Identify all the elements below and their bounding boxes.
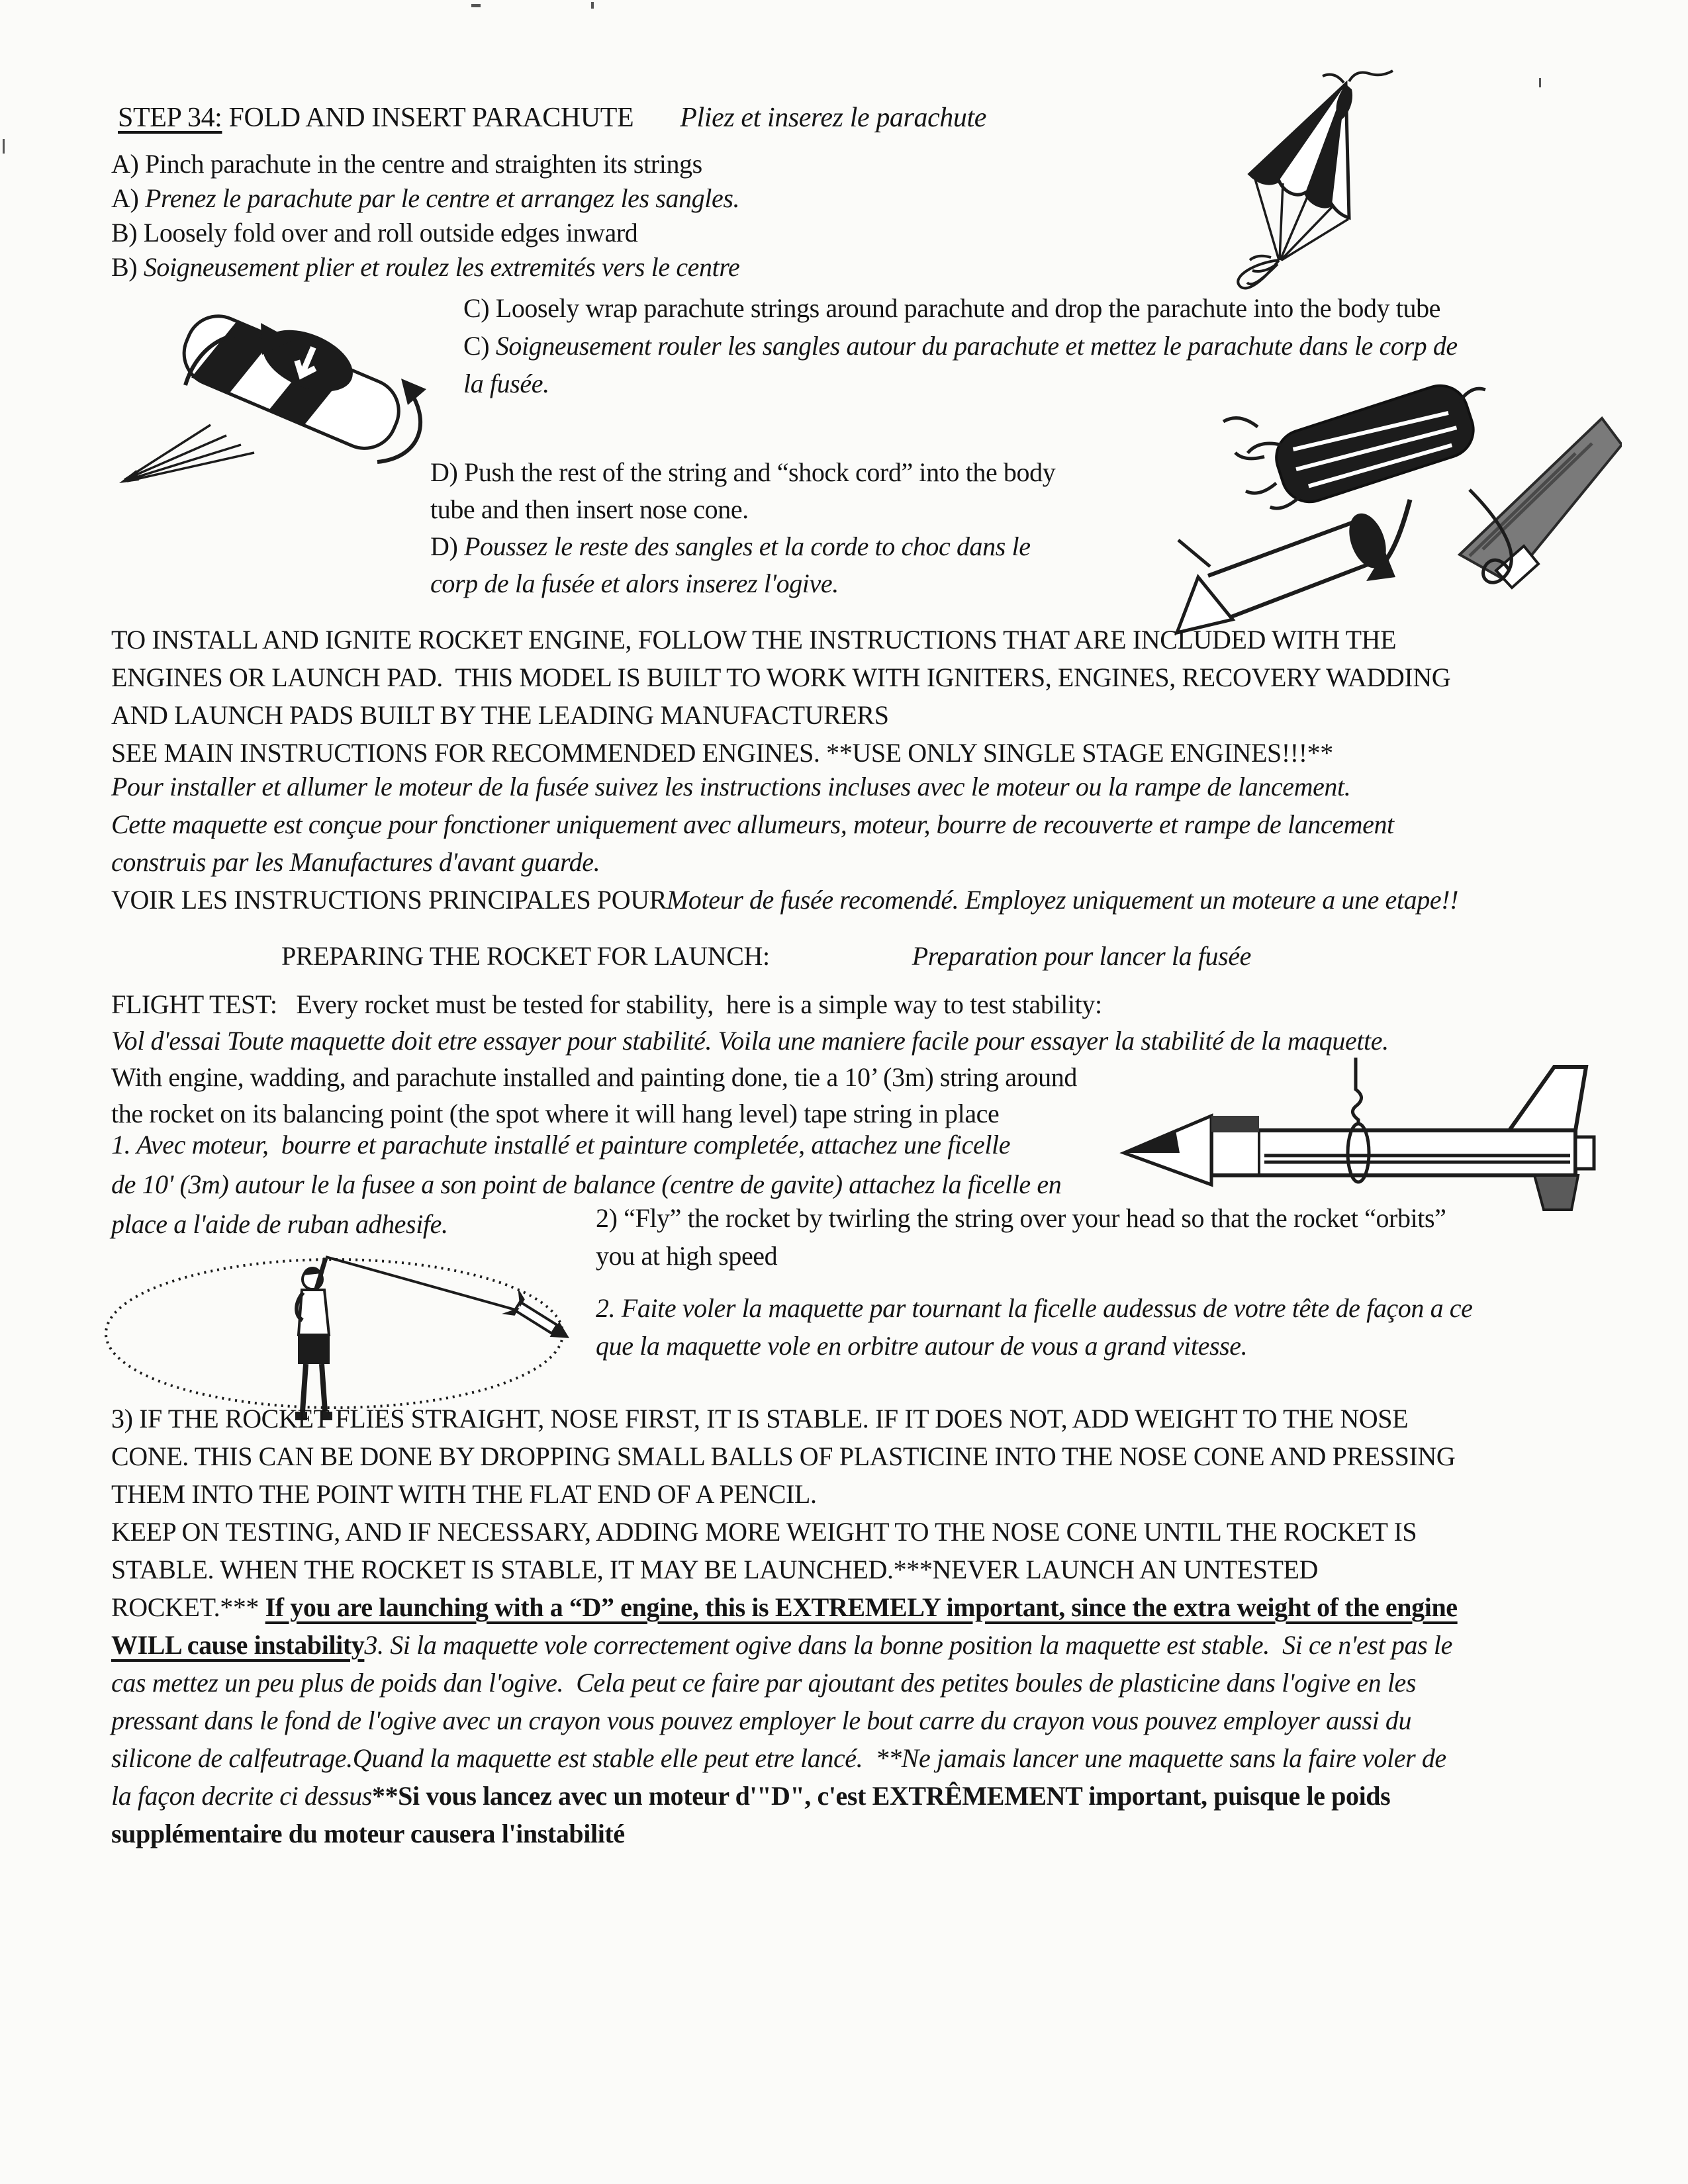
text-line: Pour installer et allumer le moteur de la fusée suivez les instructions incluses avec le moteur ou la rampe de lancement. — [111, 772, 1351, 801]
balance-rocket-drawing — [1112, 1052, 1602, 1211]
text-line: C) Loosely wrap parachute strings around parachute and drop the parachute into the body tube — [463, 293, 1441, 323]
text-line: ENGINES OR LAUNCH PAD. THIS MODEL IS BUILT TO WORK WITH IGNITERS, ENGINES, RECOVERY WADDING — [111, 662, 1451, 692]
preparing-heading — [281, 937, 1251, 975]
text-line: ROCKET.*** If you are launching with a “D” engine, this is EXTREMELY important, since the extra weight of the engine — [111, 1592, 1458, 1622]
text-line: la façon decrite ci dessus**Si vous lancez avec un moteur d'"D", c'est EXTRÊMEMENT important, puisque le poids — [111, 1781, 1391, 1811]
pinched-parachute-drawing — [1178, 63, 1403, 295]
text-line: the rocket on its balancing point (the spot where it will hang level) tape string in place — [111, 1099, 1000, 1128]
text-line: Cette maquette est conçue pour fonctioner uniquement avec allumeurs, moteur, bourre de recouverte et rampe de lancement — [111, 809, 1394, 839]
text-line: PREPARING THE ROCKET FOR LAUNCH: Preparation pour lancer la fusée — [281, 941, 1252, 971]
text-line: pressant dans le fond de l'ogive avec un crayon vous pouvez employer le bout carre du crayon vous pouvez employer aussi du — [111, 1706, 1412, 1735]
scan-artifact — [591, 2, 594, 9]
text-line: With engine, wadding, and parachute installed and painting done, tie a 10’ (3m) string around — [111, 1062, 1077, 1092]
pinched-parachute-illustration — [1178, 63, 1403, 295]
text-line: STABLE. WHEN THE ROCKET IS STABLE, IT MAY BE LAUNCHED.***NEVER LAUNCH AN UNTESTED — [111, 1555, 1319, 1584]
rolled-parachute-illustration — [99, 285, 450, 496]
stability-instructions — [111, 1400, 1458, 1852]
text-line: B) Loosely fold over and roll outside edges inward — [111, 218, 638, 248]
steps-a-b — [111, 147, 739, 285]
text-line: 2) “Fly” the rocket by twirling the string over your head so that the rocket “orbits” — [596, 1203, 1446, 1233]
text-line: 2. Faite voler la maquette par tournant la ficelle audessus de votre tête de façon a ce — [596, 1293, 1473, 1323]
text-line: FLIGHT TEST: Every rocket must be tested for stability, here is a simple way to test stability: — [111, 989, 1102, 1019]
text-line: construis par les Manufactures d'avant guarde. — [111, 847, 600, 877]
text-line: you at high speed — [596, 1241, 778, 1271]
text-line: corp de la fusée et alors inserez l'ogive. — [430, 569, 839, 598]
text-line: Vol d'essai Toute maquette doit etre essayer pour stabilité. Voila une maniere facile pour essayer la stabilité de la maquette. — [111, 1026, 1389, 1056]
text-line: tube and then insert nose cone. — [430, 494, 749, 524]
text-line: WILL cause instability3. Si la maquette vole correctement ogive dans la bonne position la maquette est stable. Si ce n'est pas le — [111, 1630, 1452, 1660]
install-instructions-fr — [111, 768, 1458, 919]
fly-instruction-fr — [596, 1289, 1473, 1365]
scan-artifact — [3, 139, 5, 154]
text-line: TO INSTALL AND IGNITE ROCKET ENGINE, FOLLOW THE INSTRUCTIONS THAT ARE INCLUDED WITH THE — [111, 625, 1397, 655]
text-line: que la maquette vole en orbitre autour de vous a grand vitesse. — [596, 1331, 1248, 1361]
text-line: CONE. THIS CAN BE DONE BY DROPPING SMALL BALLS OF PLASTICINE INTO THE NOSE CONE AND PRESSING — [111, 1441, 1456, 1471]
text-line: A) Pinch parachute in the centre and straighten its strings — [111, 149, 702, 179]
rolled-parachute-drawing — [99, 285, 450, 496]
text-line: B) Soigneusement plier et roulez les extremités vers le centre — [111, 252, 740, 282]
text-line: STEP 34: FOLD AND INSERT PARACHUTE Pliez et inserez le parachute — [118, 103, 987, 133]
install-instructions-en — [111, 621, 1450, 772]
scan-artifact — [471, 4, 481, 7]
text-line: la fusée. — [463, 369, 549, 398]
text-line: SEE MAIN INSTRUCTIONS FOR RECOMMENDED ENGINES. **USE ONLY SINGLE STAGE ENGINES!!!** — [111, 738, 1333, 768]
text-line: KEEP ON TESTING, AND IF NECESSARY, ADDING MORE WEIGHT TO THE NOSE CONE UNTIL THE ROCKET IS — [111, 1517, 1417, 1547]
scan-artifact — [1539, 78, 1541, 87]
text-line: silicone de calfeutrage.Quand la maquette est stable elle peut etre lancé. **Ne jamais lancer une maquette sans la faire voler de — [111, 1743, 1446, 1773]
insert-parachute-drawing — [1099, 357, 1622, 635]
insert-parachute-illustration — [1099, 357, 1622, 635]
text-line: place a l'aide de ruban adhesife. — [111, 1209, 448, 1239]
text-line: cas mettez un peu plus de poids dan l'ogive. Cela peut ce faire par ajoutant des petites boules de plasticine dans l'ogive en les — [111, 1668, 1417, 1698]
step-34-heading — [118, 99, 986, 137]
text-line: C) Soigneusement rouler les sangles autour du parachute et mettez le parachute dans le corp de — [463, 331, 1458, 361]
text-line: AND LAUNCH PADS BUILT BY THE LEADING MANUFACTURERS — [111, 700, 889, 730]
text-line: THEM INTO THE POINT WITH THE FLAT END OF A PENCIL. — [111, 1479, 817, 1509]
text-line: A) Prenez le parachute par le centre et arrangez les sangles. — [111, 183, 740, 213]
balance-rocket-illustration — [1112, 1052, 1602, 1211]
text-line: 3) IF THE ROCKET FLIES STRAIGHT, NOSE FIRST, IT IS STABLE. IF IT DOES NOT, ADD WEIGHT TO THE NOSE — [111, 1404, 1409, 1433]
fly-instruction-en — [596, 1199, 1446, 1275]
text-line: 1. Avec moteur, bourre et parachute installé et painture completée, attachez une ficelle — [111, 1130, 1011, 1160]
text-line: D) Poussez le reste des sangles et la corde to choc dans le — [430, 531, 1031, 561]
text-line: de 10' (3m) autour le la fusee a son point de balance (centre de gavite) attachez la ficelle en — [111, 1169, 1062, 1199]
text-line: VOIR LES INSTRUCTIONS PRINCIPALES POURMoteur de fusée recomendé. Employez uniquement un moteure a une etape!! — [111, 885, 1459, 915]
step-d — [430, 454, 1055, 602]
text-line: D) Push the rest of the string and “shock cord” into the body — [430, 457, 1056, 487]
text-line: supplémentaire du moteur causera l'instabilité — [111, 1819, 625, 1848]
